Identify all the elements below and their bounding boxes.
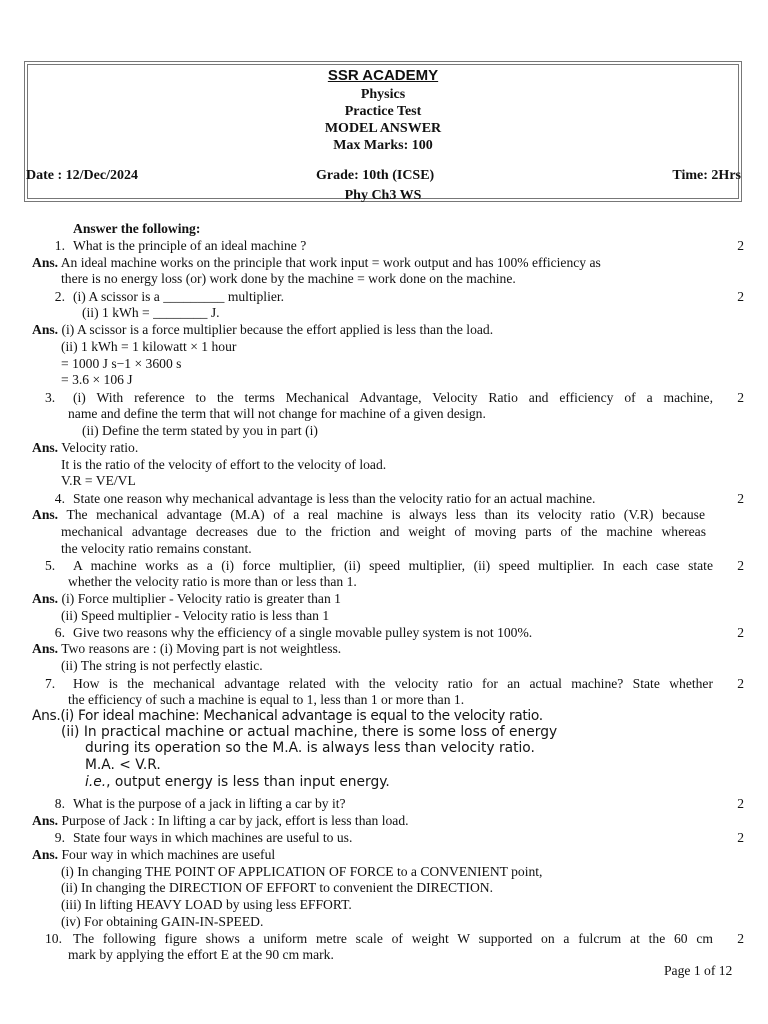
answer-9-line-5: (iv) For obtaining GAIN-IN-SPEED.: [61, 914, 264, 929]
school-name: SSR ACADEMY: [327, 67, 439, 84]
question-4-marks: 2: [737, 491, 744, 506]
answer-3-line-3: V.R = VE/VL: [61, 473, 136, 488]
question-number: 3.: [45, 390, 56, 405]
question-5-marks: 2: [737, 558, 744, 573]
test-type: Practice Test: [344, 104, 422, 119]
answer-1-line-1: Ans. An ideal machine works on the principle that work input = work output and has 100% efficiency as: [32, 255, 601, 270]
answer-7-line-5: i.e., output energy is less than input energy.: [85, 774, 390, 790]
question-2: [45, 289, 284, 305]
question-number: 1.: [54, 238, 65, 253]
question-10-marks: 2: [737, 931, 744, 946]
answer-8-line-1: Ans. Purpose of Jack : In lifting a car by jack, effort is less than load.: [32, 813, 409, 828]
answer-7-line-3: during its operation so the M.A. is always less than velocity ratio.: [85, 740, 535, 756]
question-8-marks: 2: [737, 796, 744, 811]
page-number: Page 1 of 12: [664, 963, 733, 978]
answer-5-line-1: Ans. (i) Force multiplier - Velocity ratio is greater than 1: [32, 591, 341, 606]
question-5-line-2: whether the velocity ratio is more than or less than 1.: [68, 574, 357, 589]
answer-4-line-3: the velocity ratio remains constant.: [61, 541, 252, 556]
answer-3-line-2: It is the ratio of the velocity of effort to the velocity of load.: [61, 457, 387, 472]
question-6-marks: 2: [737, 625, 744, 640]
question-3-line-3: (ii) Define the term stated by you in part (i): [82, 423, 318, 438]
time-limit: Time: 2Hrs: [672, 168, 741, 183]
question-text: (i) With reference to the terms Mechanical Advantage, Velocity Ratio and efficiency of a machine,: [73, 390, 713, 405]
question-4: [45, 491, 595, 507]
question-text: State one reason why mechanical advantage is less than the velocity ratio for an actual machine.: [73, 491, 596, 506]
question-3-line-1: [45, 390, 713, 406]
answer-7-line-2: (ii) In practical machine or actual machine, there is some loss of energy: [61, 724, 558, 740]
ans-label: Ans.: [32, 440, 59, 455]
question-2-sub: (ii) 1 kWh = ________ J.: [82, 305, 220, 320]
answer-6-line-2: (ii) The string is not perfectly elastic.: [61, 658, 263, 673]
question-text: Give two reasons why the efficiency of a single movable pulley system is not 100%.: [73, 625, 533, 640]
answer-5-line-2: (ii) Speed multiplier - Velocity ratio is less than 1: [61, 608, 330, 623]
answer-4-line-2: mechanical advantage decreases due to the friction and weight of moving parts of the machine whereas: [61, 524, 706, 539]
question-10-line-1: [45, 931, 713, 947]
ans-label: Ans.: [32, 641, 59, 656]
answer-9-line-3: (ii) In changing the DIRECTION OF EFFORT to convenient the DIRECTION.: [61, 880, 493, 895]
answer-2-line-1: Ans. (i) A scissor is a force multiplier because the effort applied is less than the load.: [32, 322, 494, 337]
answer-7-line-4: M.A. < V.R.: [85, 757, 161, 773]
question-number: 5.: [45, 558, 56, 573]
ans-label: Ans.: [32, 322, 59, 337]
worksheet-code: Phy Ch3 WS: [344, 188, 422, 203]
question-2-marks: 2: [737, 289, 744, 304]
answer-6-line-1: Ans. Two reasons are : (i) Moving part is not weightless.: [32, 641, 342, 656]
max-marks: Max Marks: 100: [333, 138, 433, 153]
answer-2-line-2: (ii) 1 kWh = 1 kilowatt × 1 hour: [61, 339, 237, 354]
answer-3-line-1: Ans. Velocity ratio.: [32, 440, 139, 455]
question-1-marks: 2: [737, 238, 744, 253]
answer-1-line-2: there is no energy loss (or) work done by the machine = work done on the machine.: [61, 271, 516, 286]
question-9: [45, 830, 352, 846]
answer-9-line-1: Ans. Four way in which machines are useful: [32, 847, 276, 862]
question-1: [45, 238, 306, 254]
instruction: Answer the following:: [73, 221, 201, 236]
subject: Physics: [360, 87, 406, 102]
ans-label: Ans.: [32, 507, 59, 522]
answer-type: MODEL ANSWER: [324, 121, 442, 136]
answer-4-line-1: Ans. The mechanical advantage (M.A) of a real machine is always less than its velocity ratio (V.R) because: [32, 507, 705, 522]
question-9-marks: 2: [737, 830, 744, 845]
header-box: [24, 61, 742, 202]
question-number: 2.: [54, 289, 65, 304]
question-number: 7.: [45, 676, 56, 691]
question-5-line-1: [45, 558, 713, 574]
ans-label: Ans.: [32, 591, 59, 606]
question-text: (i) A scissor is a _________ multiplier.: [73, 289, 285, 304]
ans-label: Ans.: [32, 255, 59, 270]
question-6: [45, 625, 532, 641]
question-number: 4.: [54, 491, 65, 506]
question-3-line-2: name and define the term that will not change for machine of a given design.: [68, 406, 486, 421]
answer-2-line-3: = 1000 J s−1 × 3600 s: [61, 356, 182, 371]
answer-9-line-4: (iii) In lifting HEAVY LOAD by using less EFFORT.: [61, 897, 352, 912]
answer-7-line-1: Ans.(i) For ideal machine: Mechanical advantage is equal to the velocity ratio.: [32, 708, 543, 724]
question-10-line-2: mark by applying the effort E at the 90 cm mark.: [68, 947, 334, 962]
question-8: [45, 796, 346, 812]
question-text: State four ways in which machines are useful to us.: [73, 830, 353, 845]
question-number: 8.: [54, 796, 65, 811]
question-text: The following figure shows a uniform metre scale of weight W supported on a fulcrum at the 60 cm: [73, 931, 713, 946]
question-number: 10.: [45, 931, 62, 946]
grade: Grade: 10th (ICSE): [316, 168, 435, 183]
answer-2-line-4: = 3.6 × 106 J: [61, 372, 133, 387]
question-number: 9.: [54, 830, 65, 845]
test-date: Date : 12/Dec/2024: [26, 168, 138, 183]
question-text: What is the principle of an ideal machine ?: [73, 238, 307, 253]
header-inner-border: [26, 64, 741, 203]
question-3-marks: 2: [737, 390, 744, 405]
question-text: How is the mechanical advantage related with the velocity ratio for an actual machine? State whether: [73, 676, 713, 691]
question-7-line-2: the efficiency of such a machine is equal to 1, less than 1 or more than 1.: [68, 692, 465, 707]
question-text: A machine works as a (i) force multiplier, (ii) speed multiplier, (ii) speed multiplier. In each case state: [73, 558, 713, 573]
question-text: What is the purpose of a jack in lifting a car by it?: [73, 796, 346, 811]
question-7-marks: 2: [737, 676, 744, 691]
question-number: 6.: [54, 625, 65, 640]
ans-label: Ans.: [32, 847, 59, 862]
answer-9-line-2: (i) In changing THE POINT OF APPLICATION OF FORCE to a CONVENIENT point,: [61, 864, 543, 879]
ans-label: Ans.: [32, 813, 59, 828]
question-7-line-1: [45, 676, 713, 692]
